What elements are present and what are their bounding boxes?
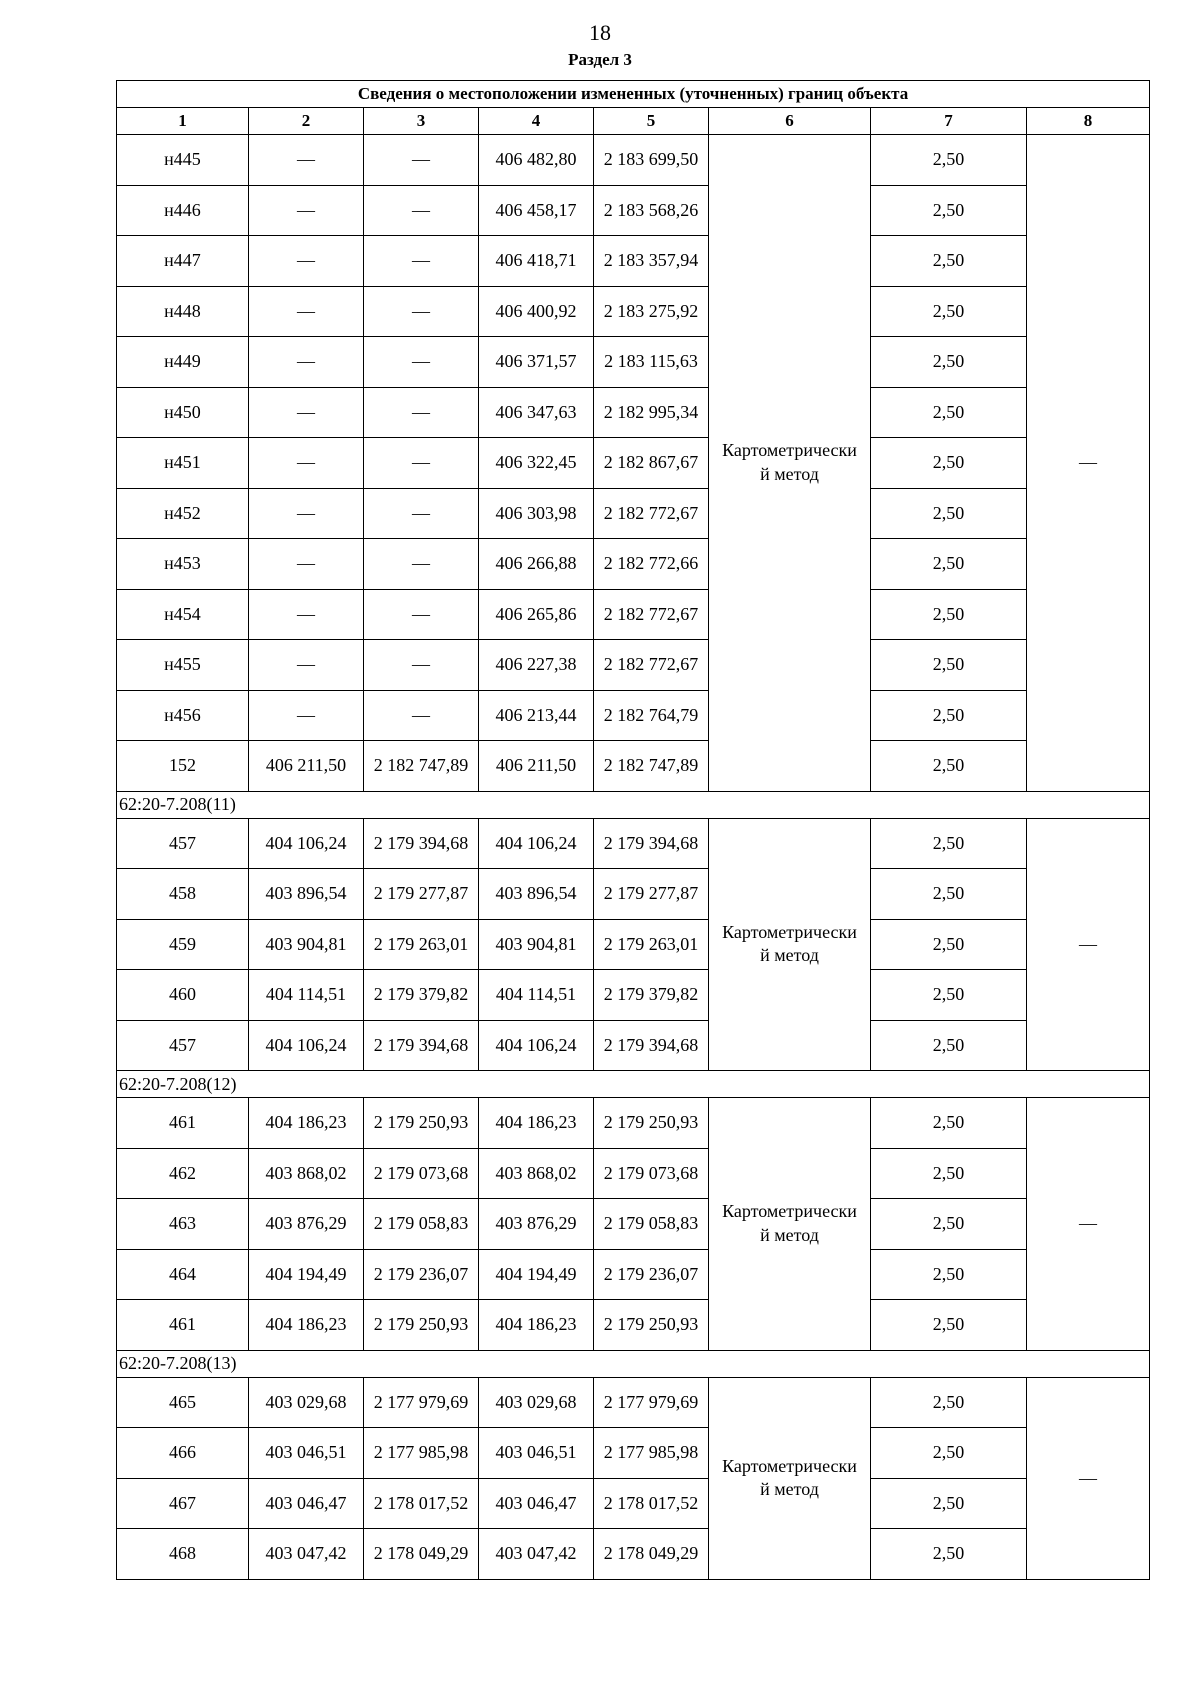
y-new-cell: 2 183 568,26 bbox=[594, 185, 709, 236]
column8-cell: — bbox=[1027, 818, 1150, 1071]
column-number: 1 bbox=[117, 108, 249, 135]
y-old-cell: 2 178 017,52 bbox=[364, 1478, 479, 1529]
y-old-cell: — bbox=[364, 337, 479, 388]
y-old-cell: 2 182 747,89 bbox=[364, 741, 479, 792]
table-row bbox=[117, 185, 1150, 236]
table-row bbox=[117, 387, 1150, 438]
accuracy-cell: 2,50 bbox=[871, 236, 1027, 287]
table-row bbox=[117, 1020, 1150, 1071]
x-new-cell: 406 371,57 bbox=[479, 337, 594, 388]
x-new-cell: 403 046,51 bbox=[479, 1428, 594, 1479]
accuracy-cell: 2,50 bbox=[871, 1300, 1027, 1351]
y-old-cell: — bbox=[364, 488, 479, 539]
y-new-cell: 2 178 049,29 bbox=[594, 1529, 709, 1580]
y-new-cell: 2 183 357,94 bbox=[594, 236, 709, 287]
group-header-row bbox=[117, 1071, 1150, 1098]
method-text-line1: Картометрически bbox=[722, 1455, 857, 1476]
method-text-line2: й метод bbox=[760, 1479, 819, 1499]
y-new-cell: 2 182 764,79 bbox=[594, 690, 709, 741]
x-old-cell: — bbox=[249, 488, 364, 539]
y-new-cell: 2 179 394,68 bbox=[594, 1020, 709, 1071]
table-row bbox=[117, 589, 1150, 640]
x-old-cell: 403 029,68 bbox=[249, 1377, 364, 1428]
accuracy-cell: 2,50 bbox=[871, 185, 1027, 236]
y-new-cell: 2 179 263,01 bbox=[594, 919, 709, 970]
accuracy-cell: 2,50 bbox=[871, 741, 1027, 792]
x-new-cell: 404 186,23 bbox=[479, 1300, 594, 1351]
accuracy-cell: 2,50 bbox=[871, 1020, 1027, 1071]
y-new-cell: 2 178 017,52 bbox=[594, 1478, 709, 1529]
column-number: 2 bbox=[249, 108, 364, 135]
x-old-cell: — bbox=[249, 236, 364, 287]
y-old-cell: 2 178 049,29 bbox=[364, 1529, 479, 1580]
point-name: 468 bbox=[117, 1529, 249, 1580]
point-name: н449 bbox=[117, 337, 249, 388]
y-old-cell: — bbox=[364, 387, 479, 438]
point-name: н456 bbox=[117, 690, 249, 741]
y-old-cell: — bbox=[364, 539, 479, 590]
x-new-cell: 406 303,98 bbox=[479, 488, 594, 539]
point-name: 461 bbox=[117, 1300, 249, 1351]
boundary-coordinates-table bbox=[116, 80, 1150, 1580]
point-name: н454 bbox=[117, 589, 249, 640]
x-new-cell: 403 868,02 bbox=[479, 1148, 594, 1199]
group-label: 62:20-7.208(12) bbox=[117, 1071, 1150, 1098]
point-name: 461 bbox=[117, 1098, 249, 1149]
x-old-cell: 403 046,51 bbox=[249, 1428, 364, 1479]
accuracy-cell: 2,50 bbox=[871, 438, 1027, 489]
y-new-cell: 2 182 772,67 bbox=[594, 640, 709, 691]
accuracy-cell: 2,50 bbox=[871, 919, 1027, 970]
y-new-cell: 2 179 073,68 bbox=[594, 1148, 709, 1199]
x-old-cell: 404 106,24 bbox=[249, 818, 364, 869]
point-name: 462 bbox=[117, 1148, 249, 1199]
point-name: н446 bbox=[117, 185, 249, 236]
column-number: 8 bbox=[1027, 108, 1150, 135]
accuracy-cell: 2,50 bbox=[871, 1377, 1027, 1428]
point-name: 463 bbox=[117, 1199, 249, 1250]
column-number: 3 bbox=[364, 108, 479, 135]
point-name: 152 bbox=[117, 741, 249, 792]
point-name: 459 bbox=[117, 919, 249, 970]
x-old-cell: — bbox=[249, 438, 364, 489]
method-text-line2: й метод bbox=[760, 945, 819, 966]
x-new-cell: 403 896,54 bbox=[479, 869, 594, 920]
y-new-cell: 2 183 115,63 bbox=[594, 337, 709, 388]
point-name: н452 bbox=[117, 488, 249, 539]
accuracy-cell: 2,50 bbox=[871, 970, 1027, 1021]
x-old-cell: — bbox=[249, 589, 364, 640]
table-row bbox=[117, 236, 1150, 287]
table-row bbox=[117, 640, 1150, 691]
x-new-cell: 404 106,24 bbox=[479, 1020, 594, 1071]
y-old-cell: 2 179 394,68 bbox=[364, 818, 479, 869]
table-row bbox=[117, 337, 1150, 388]
y-old-cell: 2 179 263,01 bbox=[364, 919, 479, 970]
accuracy-cell: 2,50 bbox=[871, 1148, 1027, 1199]
x-old-cell: 404 194,49 bbox=[249, 1249, 364, 1300]
table-row bbox=[117, 539, 1150, 590]
y-old-cell: 2 179 058,83 bbox=[364, 1199, 479, 1250]
accuracy-cell: 2,50 bbox=[871, 589, 1027, 640]
table-row bbox=[117, 1199, 1150, 1250]
column-number: 7 bbox=[871, 108, 1027, 135]
group-label: 62:20-7.208(13) bbox=[117, 1350, 1150, 1377]
accuracy-cell: 2,50 bbox=[871, 1098, 1027, 1149]
method-cell bbox=[709, 1098, 871, 1351]
x-new-cell: 406 458,17 bbox=[479, 185, 594, 236]
table-row bbox=[117, 488, 1150, 539]
table-row bbox=[117, 1428, 1150, 1479]
table-row bbox=[117, 818, 1150, 869]
x-old-cell: — bbox=[249, 286, 364, 337]
y-new-cell: 2 183 275,92 bbox=[594, 286, 709, 337]
column8-cell: — bbox=[1027, 135, 1150, 792]
x-new-cell: 406 227,38 bbox=[479, 640, 594, 691]
method-text-line2: й метод bbox=[760, 463, 819, 484]
point-name: н448 bbox=[117, 286, 249, 337]
section-title: Раздел 3 bbox=[568, 50, 632, 69]
table-row bbox=[117, 1249, 1150, 1300]
point-name: 457 bbox=[117, 818, 249, 869]
x-new-cell: 403 876,29 bbox=[479, 1199, 594, 1250]
x-old-cell: 404 186,23 bbox=[249, 1098, 364, 1149]
table-row bbox=[117, 690, 1150, 741]
point-name: н453 bbox=[117, 539, 249, 590]
y-old-cell: — bbox=[364, 690, 479, 741]
table-row bbox=[117, 1148, 1150, 1199]
accuracy-cell: 2,50 bbox=[871, 337, 1027, 388]
accuracy-cell: 2,50 bbox=[871, 1199, 1027, 1250]
x-old-cell: — bbox=[249, 135, 364, 186]
x-new-cell: 403 904,81 bbox=[479, 919, 594, 970]
x-old-cell: 404 186,23 bbox=[249, 1300, 364, 1351]
x-old-cell: — bbox=[249, 539, 364, 590]
x-old-cell: — bbox=[249, 640, 364, 691]
table-row bbox=[117, 135, 1150, 186]
x-new-cell: 403 047,42 bbox=[479, 1529, 594, 1580]
accuracy-cell: 2,50 bbox=[871, 488, 1027, 539]
y-new-cell: 2 182 772,67 bbox=[594, 488, 709, 539]
x-old-cell: — bbox=[249, 337, 364, 388]
accuracy-cell: 2,50 bbox=[871, 1249, 1027, 1300]
y-old-cell: 2 179 250,93 bbox=[364, 1300, 479, 1351]
y-new-cell: 2 182 995,34 bbox=[594, 387, 709, 438]
column-number: 4 bbox=[479, 108, 594, 135]
page-number: 18 bbox=[589, 20, 611, 45]
method-text-line1: Картометрически bbox=[722, 921, 857, 942]
x-old-cell: 403 896,54 bbox=[249, 869, 364, 920]
y-new-cell: 2 179 379,82 bbox=[594, 970, 709, 1021]
x-old-cell: 404 106,24 bbox=[249, 1020, 364, 1071]
accuracy-cell: 2,50 bbox=[871, 869, 1027, 920]
x-old-cell: — bbox=[249, 387, 364, 438]
x-old-cell: 403 046,47 bbox=[249, 1478, 364, 1529]
column-number: 6 bbox=[709, 108, 871, 135]
table-caption: Сведения о местоположении измененных (уточненных) границ объекта bbox=[117, 81, 1150, 108]
x-new-cell: 404 186,23 bbox=[479, 1098, 594, 1149]
y-old-cell: — bbox=[364, 640, 479, 691]
accuracy-cell: 2,50 bbox=[871, 135, 1027, 186]
x-new-cell: 406 400,92 bbox=[479, 286, 594, 337]
y-new-cell: 2 177 985,98 bbox=[594, 1428, 709, 1479]
y-new-cell: 2 179 058,83 bbox=[594, 1199, 709, 1250]
table-caption-row bbox=[117, 81, 1150, 108]
table-row bbox=[117, 1300, 1150, 1351]
y-new-cell: 2 182 867,67 bbox=[594, 438, 709, 489]
point-name: н445 bbox=[117, 135, 249, 186]
accuracy-cell: 2,50 bbox=[871, 539, 1027, 590]
y-old-cell: 2 177 979,69 bbox=[364, 1377, 479, 1428]
method-cell bbox=[709, 135, 871, 792]
x-new-cell: 406 265,86 bbox=[479, 589, 594, 640]
group-header-row bbox=[117, 1350, 1150, 1377]
point-name: 466 bbox=[117, 1428, 249, 1479]
method-cell bbox=[709, 818, 871, 1071]
table-row bbox=[117, 1529, 1150, 1580]
y-old-cell: 2 179 394,68 bbox=[364, 1020, 479, 1071]
y-old-cell: — bbox=[364, 185, 479, 236]
x-new-cell: 403 046,47 bbox=[479, 1478, 594, 1529]
x-new-cell: 406 482,80 bbox=[479, 135, 594, 186]
y-new-cell: 2 179 277,87 bbox=[594, 869, 709, 920]
point-name: 457 bbox=[117, 1020, 249, 1071]
table-row bbox=[117, 286, 1150, 337]
table-row bbox=[117, 1478, 1150, 1529]
y-old-cell: — bbox=[364, 135, 479, 186]
x-old-cell: — bbox=[249, 185, 364, 236]
y-old-cell: — bbox=[364, 236, 479, 287]
table-row bbox=[117, 1377, 1150, 1428]
x-old-cell: — bbox=[249, 690, 364, 741]
table-row bbox=[117, 438, 1150, 489]
y-new-cell: 2 179 250,93 bbox=[594, 1300, 709, 1351]
x-new-cell: 406 322,45 bbox=[479, 438, 594, 489]
y-old-cell: 2 179 250,93 bbox=[364, 1098, 479, 1149]
x-old-cell: 403 904,81 bbox=[249, 919, 364, 970]
column8-cell: — bbox=[1027, 1098, 1150, 1351]
method-text-line2: й метод bbox=[760, 1224, 819, 1245]
accuracy-cell: 2,50 bbox=[871, 387, 1027, 438]
y-old-cell: 2 179 277,87 bbox=[364, 869, 479, 920]
column8-cell: — bbox=[1027, 1377, 1150, 1579]
x-old-cell: 403 876,29 bbox=[249, 1199, 364, 1250]
accuracy-cell: 2,50 bbox=[871, 818, 1027, 869]
point-name: 460 bbox=[117, 970, 249, 1021]
y-old-cell: — bbox=[364, 286, 479, 337]
accuracy-cell: 2,50 bbox=[871, 690, 1027, 741]
x-new-cell: 406 347,63 bbox=[479, 387, 594, 438]
x-new-cell: 406 211,50 bbox=[479, 741, 594, 792]
y-old-cell: 2 179 379,82 bbox=[364, 970, 479, 1021]
y-new-cell: 2 179 236,07 bbox=[594, 1249, 709, 1300]
x-new-cell: 404 106,24 bbox=[479, 818, 594, 869]
group-label: 62:20-7.208(11) bbox=[117, 791, 1150, 818]
column-number-row bbox=[117, 108, 1150, 135]
x-new-cell: 406 418,71 bbox=[479, 236, 594, 287]
accuracy-cell: 2,50 bbox=[871, 640, 1027, 691]
y-new-cell: 2 182 772,67 bbox=[594, 589, 709, 640]
y-old-cell: 2 179 236,07 bbox=[364, 1249, 479, 1300]
x-new-cell: 406 266,88 bbox=[479, 539, 594, 590]
table-row bbox=[117, 970, 1150, 1021]
point-name: н455 bbox=[117, 640, 249, 691]
point-name: н451 bbox=[117, 438, 249, 489]
accuracy-cell: 2,50 bbox=[871, 1529, 1027, 1580]
x-new-cell: 404 114,51 bbox=[479, 970, 594, 1021]
y-new-cell: 2 177 979,69 bbox=[594, 1377, 709, 1428]
y-new-cell: 2 183 699,50 bbox=[594, 135, 709, 186]
y-old-cell: — bbox=[364, 589, 479, 640]
x-old-cell: 403 047,42 bbox=[249, 1529, 364, 1580]
column-number: 5 bbox=[594, 108, 709, 135]
method-text-line1: Картометрически bbox=[722, 440, 857, 461]
x-new-cell: 404 194,49 bbox=[479, 1249, 594, 1300]
point-name: 467 bbox=[117, 1478, 249, 1529]
table-row bbox=[117, 741, 1150, 792]
group-header-row bbox=[117, 791, 1150, 818]
y-new-cell: 2 179 250,93 bbox=[594, 1098, 709, 1149]
point-name: 465 bbox=[117, 1377, 249, 1428]
method-text-line1: Картометрически bbox=[722, 1201, 857, 1222]
point-name: н447 bbox=[117, 236, 249, 287]
accuracy-cell: 2,50 bbox=[871, 286, 1027, 337]
x-old-cell: 403 868,02 bbox=[249, 1148, 364, 1199]
table-row bbox=[117, 919, 1150, 970]
point-name: 464 bbox=[117, 1249, 249, 1300]
x-new-cell: 406 213,44 bbox=[479, 690, 594, 741]
table-row bbox=[117, 869, 1150, 920]
y-old-cell: 2 179 073,68 bbox=[364, 1148, 479, 1199]
x-old-cell: 404 114,51 bbox=[249, 970, 364, 1021]
y-new-cell: 2 182 772,66 bbox=[594, 539, 709, 590]
y-old-cell: — bbox=[364, 438, 479, 489]
y-new-cell: 2 179 394,68 bbox=[594, 818, 709, 869]
accuracy-cell: 2,50 bbox=[871, 1428, 1027, 1479]
point-name: н450 bbox=[117, 387, 249, 438]
x-new-cell: 403 029,68 bbox=[479, 1377, 594, 1428]
y-new-cell: 2 182 747,89 bbox=[594, 741, 709, 792]
y-old-cell: 2 177 985,98 bbox=[364, 1428, 479, 1479]
method-cell bbox=[709, 1377, 871, 1579]
table-row bbox=[117, 1098, 1150, 1149]
accuracy-cell: 2,50 bbox=[871, 1478, 1027, 1529]
x-old-cell: 406 211,50 bbox=[249, 741, 364, 792]
point-name: 458 bbox=[117, 869, 249, 920]
